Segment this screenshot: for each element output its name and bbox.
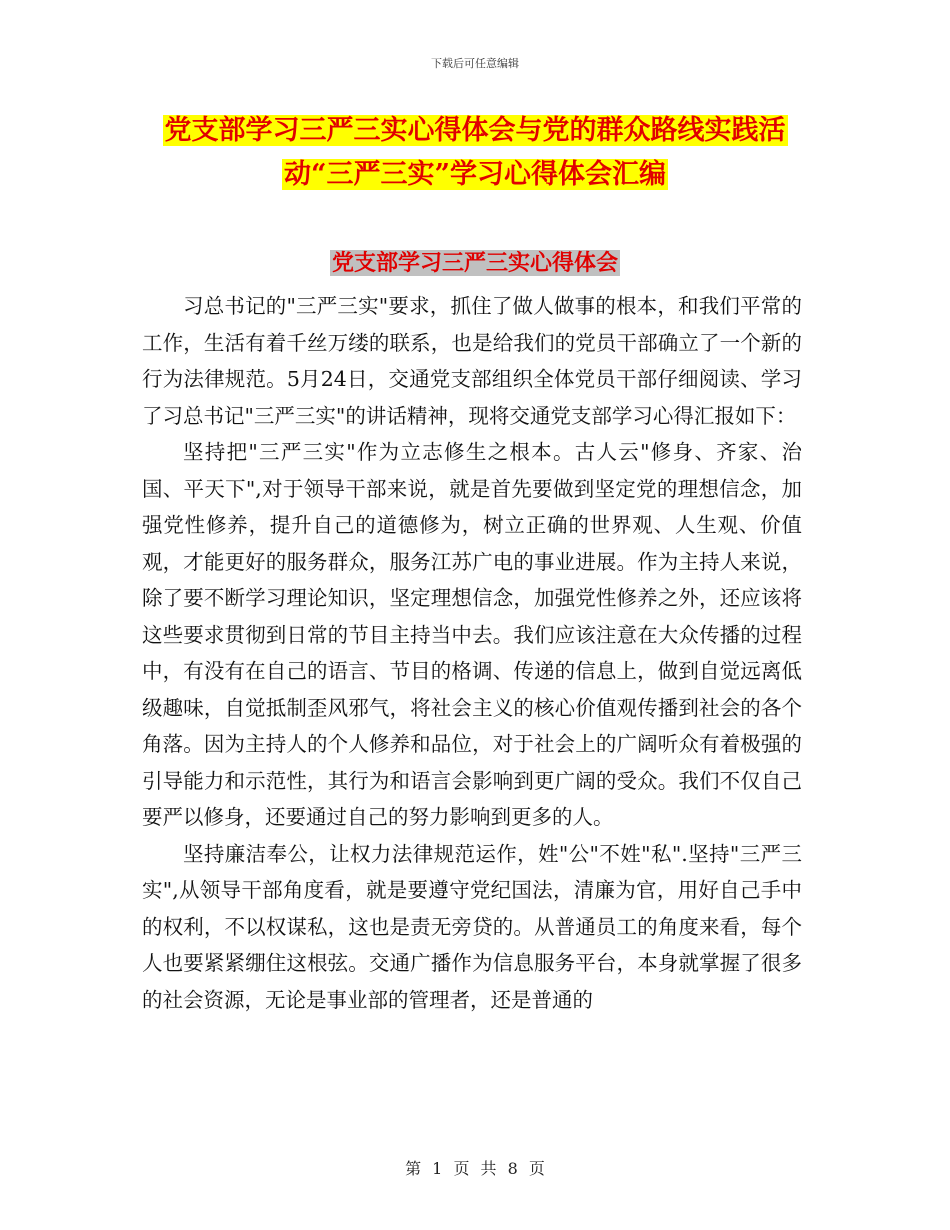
page-footer: 第 1 页 共 8 页 [405,1159,545,1178]
body-text [142,288,802,1018]
paragraph-2: 坚持把"三严三实"作为立志修生之根本。古人云"修身、齐家、治国、平天下",对于领导干部来说，就是首先要做到坚定党的理想信念，加强党性修养，提升自己的道德修为，树立正确的世界观、人生观、价值观，才能更好的服务群众，服务江苏广电的事业进展。作为主持人来说，除了要不断学习理论知识，坚定理想信念，加强党性修养之外，还应该将这些要求贯彻到日常的节目主持当中去。我们应该注意在大众传播的过程中，有没有在自己的语言、节目的格调、传递的信息上，做到自觉远离低级趣味，自觉抵制歪风邪气，将社会主义的核心价值观传播到社会的各个角落。因为主持人的个人修养和品位，对于社会上的广阔听众有着极强的引导能力和示范性，其行为和语言会影响到更广阔的受众。我们不仅自己要严以修身，还要通过自己的努力影响到更多的人。 [142,440,802,829]
section-heading-text: 党支部学习三严三实心得体会 [331,250,618,276]
document-title-line-1-text: 党支部学习三严三实心得体会与党的群众路线实践活 [164,115,786,146]
document-title-line-2 [0,158,950,192]
paragraph-1: 习总书记的"三严三实"要求，抓住了做人做事的根本，和我们平常的工作，生活有着千丝万缕的联系，也是给我们的党员干部确立了一个新的行为法律规范。5月24日，交通党支部组织全体党员干部仔细阅读、学习了习总书记"三严三实"的讲话精神，现将交通党支部学习心得汇报如下： [142,294,802,428]
document-title-line-2-text: 动“三严三实”学习心得体会汇编 [283,159,667,190]
header-note: 下载后可任意编辑 [431,57,519,70]
paragraph-3: 坚持廉洁奉公，让权力法律规范运作，姓"公"不姓"私".坚持"三严三实",从领导干部角度看，就是要遵守党纪国法，清廉为官，用好自己手中的权利，不以权谋私，这也是责无旁贷的。从普通员工的角度来看，每个人也要紧紧绷住这根弦。交通广播作为信息服务平台，本身就掌握了很多的社会资源，无论是事业部的管理者，还是普通的 [142,841,802,1012]
section-heading [0,248,950,278]
document-title-line-1 [0,114,950,148]
